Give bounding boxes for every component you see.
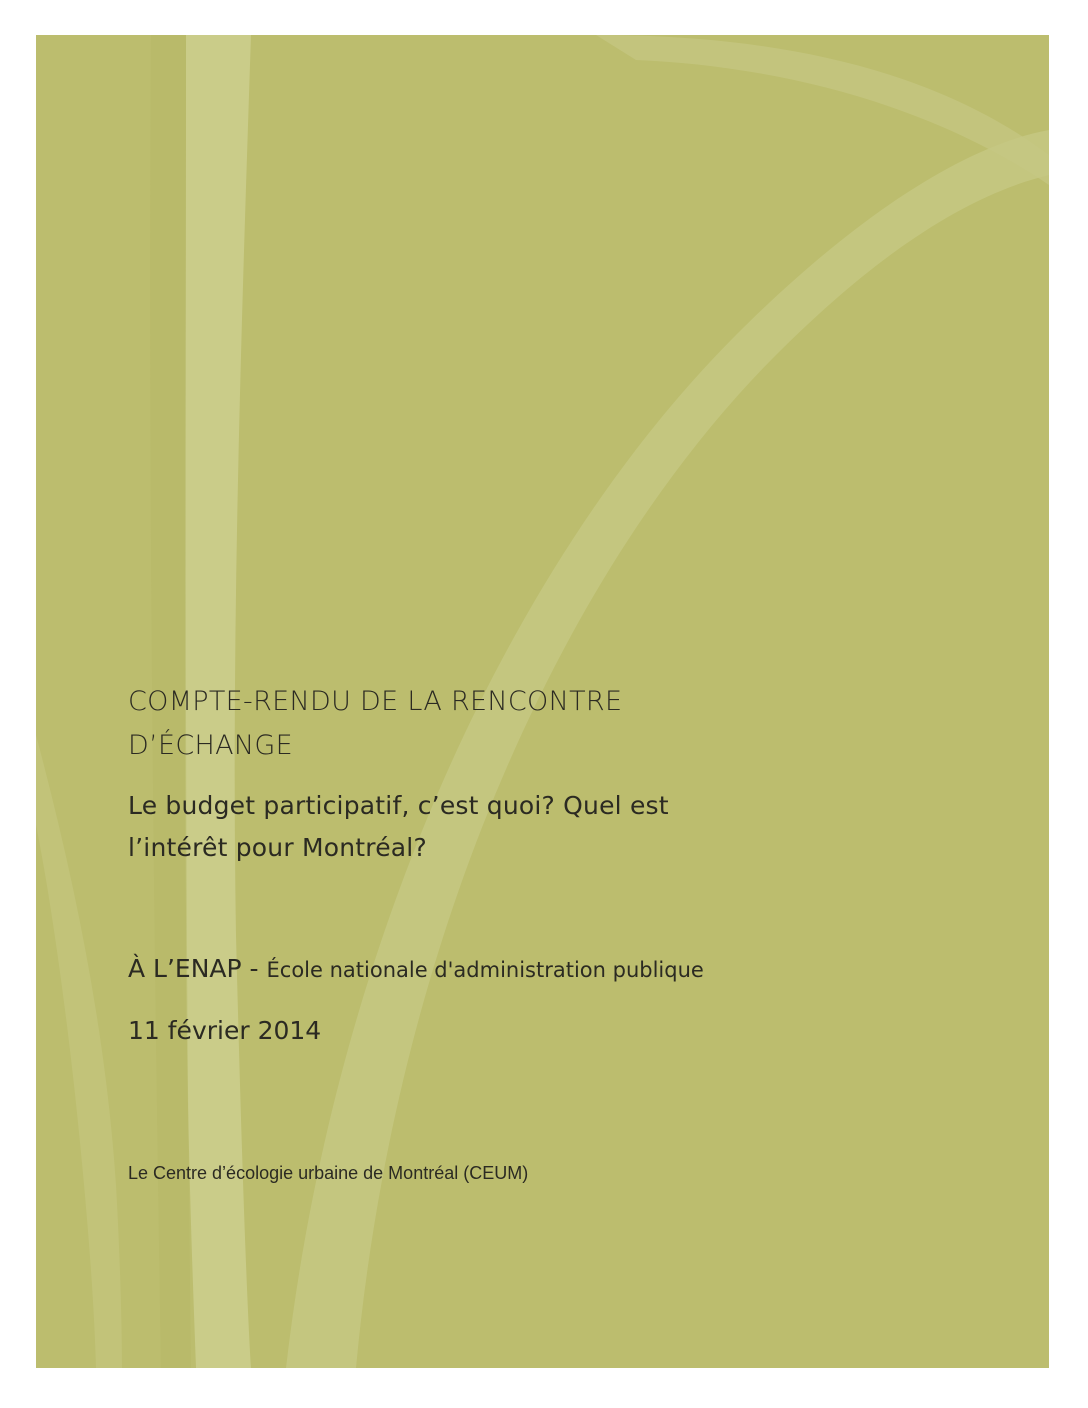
report-title-line-2: D’ÉCHANGE xyxy=(128,730,293,761)
report-title-line-1: COMPTE-RENDU DE LA RENCONTRE xyxy=(128,686,623,717)
thin-blade-shape xyxy=(36,735,122,1368)
organization-name: Le Centre d’écologie urbaine de Montréal (CEUM) xyxy=(128,1163,529,1183)
event-venue xyxy=(128,951,704,988)
event-date: 11 février 2014 xyxy=(128,1016,322,1045)
report-title xyxy=(128,680,622,768)
report-subtitle-line-1: Le budget participatif, c’est quoi? Quel est xyxy=(128,791,669,820)
venue-detail: École nationale d'administration publique xyxy=(266,958,704,982)
venue-prefix: À L’ENAP - xyxy=(128,954,267,983)
report-subtitle xyxy=(128,785,669,869)
cover-panel xyxy=(36,35,1049,1368)
report-subtitle-line-2: l’intérêt pour Montréal? xyxy=(128,833,427,862)
